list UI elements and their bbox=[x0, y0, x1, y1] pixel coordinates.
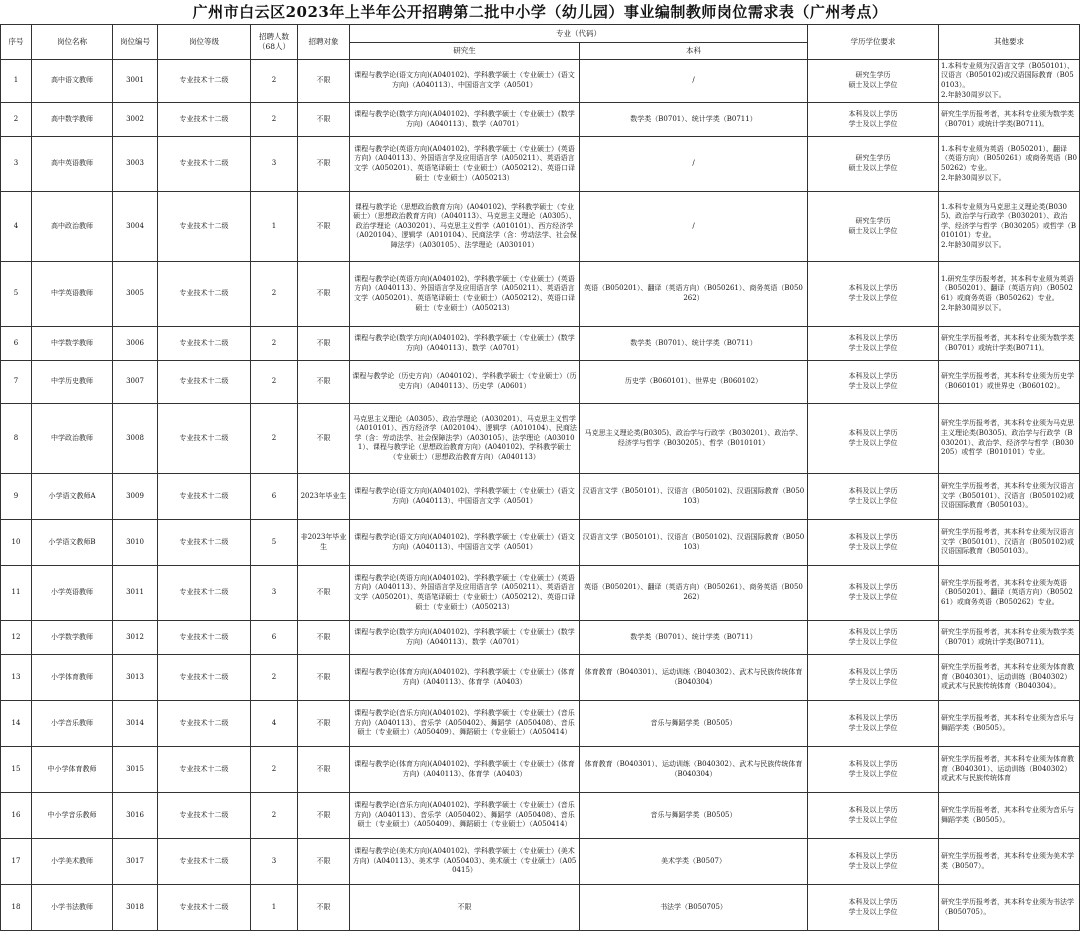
table-row bbox=[1, 655, 1080, 701]
cell-post-name: 中小学音乐教师 bbox=[32, 793, 113, 839]
cell-other-requirement: 研究生学历报考者，其本科专业须为音乐与舞蹈学类（B0505）。 bbox=[939, 793, 1080, 839]
cell-target: 不限 bbox=[298, 103, 350, 137]
cell-undergrad-major: / bbox=[580, 192, 808, 262]
cell-undergrad-major: / bbox=[580, 137, 808, 192]
cell-target: 不限 bbox=[298, 839, 350, 885]
cell-grad-major: 课程与教学论(体育方向)(A040102)、学科教学硕士（专业硕士）(体育方向)（A040113）、体育学（A0403） bbox=[350, 655, 580, 701]
cell-post-level: 专业技术十二级 bbox=[158, 747, 251, 793]
cell-grad-major: 课程与教学论(音乐方向)(A040102)、学科教学硕士（专业硕士）(音乐方向)（A040113）、音乐学（A050402）、舞蹈学（A050408）、音乐硕士（专业硕士）（A050409）、舞蹈硕士（专业硕士）（A050414） bbox=[350, 793, 580, 839]
table-row bbox=[1, 60, 1080, 103]
cell-edu-requirement: 本科及以上学历 学士及以上学位 bbox=[808, 621, 939, 655]
cell-post-name: 中学数学教师 bbox=[32, 327, 113, 361]
cell-other-requirement: 研究生学历报考者，其本科专业须为美术学类（B0507）。 bbox=[939, 839, 1080, 885]
cell-grad-major: 课程与教学论(语文方向)(A040102)、学科教学硕士（专业硕士）(语文方向)（A040113）、中国语言文学（A0501） bbox=[350, 520, 580, 566]
cell-count: 2 bbox=[251, 327, 298, 361]
cell-other-requirement: 研究生学历报考者，其本科专业须为数学类（B0701）或统计学类(B0711)。 bbox=[939, 327, 1080, 361]
cell-seq: 1 bbox=[1, 60, 32, 103]
cell-seq: 13 bbox=[1, 655, 32, 701]
table-body bbox=[1, 60, 1080, 931]
cell-undergrad-major: 数学类（B0701）、统计学类（B0711） bbox=[580, 103, 808, 137]
cell-post-level: 专业技术十二级 bbox=[158, 327, 251, 361]
cell-post-name: 中学政治教师 bbox=[32, 404, 113, 474]
cell-post-level: 专业技术十二级 bbox=[158, 793, 251, 839]
table-row bbox=[1, 793, 1080, 839]
cell-seq: 14 bbox=[1, 701, 32, 747]
table-row bbox=[1, 137, 1080, 192]
cell-undergrad-major: 汉语言文学（B050101）、汉语言（B050102)、汉语国际教育（B050103） bbox=[580, 520, 808, 566]
cell-post-level: 专业技术十二级 bbox=[158, 474, 251, 520]
page-title: 广州市白云区2023年上半年公开招聘第二批中小学（幼儿园）事业编制教师岗位需求表（广州考点） bbox=[192, 3, 888, 21]
cell-post-name: 高中数学教师 bbox=[32, 103, 113, 137]
cell-post-name: 小学体育教师 bbox=[32, 655, 113, 701]
cell-post-name: 中学英语教师 bbox=[32, 262, 113, 327]
header-major: 专业（代码） bbox=[350, 25, 808, 43]
cell-post-level: 专业技术十二级 bbox=[158, 520, 251, 566]
header-count: 招聘人数（68人） bbox=[251, 25, 298, 60]
cell-count: 2 bbox=[251, 103, 298, 137]
cell-other-requirement: 研究生学历报考者，其本科专业须为汉语言文学（B050101）、汉语言（B050102)或汉语国际教育（B050103）。 bbox=[939, 520, 1080, 566]
cell-target: 不限 bbox=[298, 327, 350, 361]
cell-post-code: 3007 bbox=[113, 361, 158, 404]
cell-undergrad-major: 体育教育（B040301）、运动训练（B040302）、武术与民族传统体育（B040304） bbox=[580, 655, 808, 701]
cell-count: 2 bbox=[251, 655, 298, 701]
cell-count: 3 bbox=[251, 137, 298, 192]
table-row bbox=[1, 361, 1080, 404]
table-row bbox=[1, 839, 1080, 885]
cell-post-code: 3005 bbox=[113, 262, 158, 327]
cell-post-code: 3015 bbox=[113, 747, 158, 793]
cell-other-requirement: 研究生学历报考者，其本科专业须为数学类（B0701）或统计学类(B0711)。 bbox=[939, 621, 1080, 655]
cell-count: 6 bbox=[251, 474, 298, 520]
cell-other-requirement: 1.研究生学历报考者，其本科专业须为英语（B050201）、翻译（英语方向）（B050261）或商务英语（B050262）专业。 2.年龄30周岁以下。 bbox=[939, 262, 1080, 327]
cell-edu-requirement: 本科及以上学历 学士及以上学位 bbox=[808, 566, 939, 621]
cell-other-requirement: 1.本科专业须为汉语言文学（B050101）、汉语言（B050102)或汉语国际教育（B050103）。 2.年龄30周岁以下。 bbox=[939, 60, 1080, 103]
cell-count: 2 bbox=[251, 262, 298, 327]
cell-seq: 2 bbox=[1, 103, 32, 137]
cell-other-requirement: 研究生学历报考者，其本科专业须为体育教育（B040301）、运动训练（B040302）或武术与民族传统体育（B040304）。 bbox=[939, 655, 1080, 701]
cell-seq: 6 bbox=[1, 327, 32, 361]
cell-edu-requirement: 本科及以上学历 学士及以上学位 bbox=[808, 747, 939, 793]
cell-post-name: 高中英语教师 bbox=[32, 137, 113, 192]
cell-seq: 9 bbox=[1, 474, 32, 520]
cell-count: 4 bbox=[251, 701, 298, 747]
header-edu: 学历学位要求 bbox=[808, 25, 939, 60]
cell-post-level: 专业技术十二级 bbox=[158, 192, 251, 262]
header-grad: 研究生 bbox=[350, 43, 580, 60]
cell-target: 不限 bbox=[298, 60, 350, 103]
table-row bbox=[1, 192, 1080, 262]
cell-edu-requirement: 本科及以上学历 学士及以上学位 bbox=[808, 361, 939, 404]
cell-post-level: 专业技术十二级 bbox=[158, 655, 251, 701]
cell-count: 1 bbox=[251, 192, 298, 262]
cell-other-requirement: 研究生学历报考者，其本科专业须为数学类（B0701）或统计学类(B0711)。 bbox=[939, 103, 1080, 137]
cell-edu-requirement: 本科及以上学历 学士及以上学位 bbox=[808, 655, 939, 701]
header-other: 其他要求 bbox=[939, 25, 1080, 60]
cell-other-requirement: 研究生学历报考者，其本科专业须为历史学（B060101）或世界史（B060102）。 bbox=[939, 361, 1080, 404]
cell-edu-requirement: 研究生学历 硕士及以上学位 bbox=[808, 60, 939, 103]
cell-edu-requirement: 本科及以上学历 学士及以上学位 bbox=[808, 520, 939, 566]
cell-post-code: 3001 bbox=[113, 60, 158, 103]
cell-post-code: 3010 bbox=[113, 520, 158, 566]
cell-target: 不限 bbox=[298, 137, 350, 192]
cell-edu-requirement: 本科及以上学历 学士及以上学位 bbox=[808, 404, 939, 474]
header-undergrad: 本科 bbox=[580, 43, 808, 60]
header-post-level: 岗位等级 bbox=[158, 25, 251, 60]
cell-undergrad-major: 英语（B050201）、翻译（英语方向）（B050261）、商务英语（B050262） bbox=[580, 262, 808, 327]
cell-other-requirement: 研究生学历报考者，其本科专业须为书法学（B050705）。 bbox=[939, 885, 1080, 931]
table-row bbox=[1, 327, 1080, 361]
cell-edu-requirement: 本科及以上学历 学士及以上学位 bbox=[808, 793, 939, 839]
cell-count: 3 bbox=[251, 566, 298, 621]
cell-seq: 5 bbox=[1, 262, 32, 327]
cell-undergrad-major: 体育教育（B040301）、运动训练（B040302）、武术与民族传统体育（B040304） bbox=[580, 747, 808, 793]
cell-edu-requirement: 本科及以上学历 学士及以上学位 bbox=[808, 885, 939, 931]
cell-undergrad-major: 书法学（B050705） bbox=[580, 885, 808, 931]
cell-post-code: 3006 bbox=[113, 327, 158, 361]
cell-grad-major: 不限 bbox=[350, 885, 580, 931]
cell-undergrad-major: 历史学（B060101）、世界史（B060102） bbox=[580, 361, 808, 404]
cell-other-requirement: 研究生学历报考者，其本科专业须为马克思主义理论类(B0305)、政治学与行政学（B030201）、政治学、经济学与哲学（B030205）或哲学（B010101）专业。 bbox=[939, 404, 1080, 474]
cell-target: 不限 bbox=[298, 747, 350, 793]
cell-post-level: 专业技术十二级 bbox=[158, 621, 251, 655]
cell-target: 不限 bbox=[298, 655, 350, 701]
cell-grad-major: 课程与教学论(体育方向)(A040102)、学科教学硕士（专业硕士）(体育方向)（A040113）、体育学（A0403） bbox=[350, 747, 580, 793]
cell-target: 不限 bbox=[298, 566, 350, 621]
cell-post-level: 专业技术十二级 bbox=[158, 701, 251, 747]
table-row bbox=[1, 621, 1080, 655]
cell-other-requirement: 1.本科专业须为马克思主义理论类(B0305)、政治学与行政学（B030201）、政治学、经济学与哲学（B030205）或哲学（B010101）专业。 2.年龄30周岁以下。 bbox=[939, 192, 1080, 262]
cell-post-name: 小学书法教师 bbox=[32, 885, 113, 931]
cell-post-level: 专业技术十二级 bbox=[158, 103, 251, 137]
cell-count: 6 bbox=[251, 621, 298, 655]
cell-seq: 17 bbox=[1, 839, 32, 885]
header-seq: 序号 bbox=[1, 25, 32, 60]
cell-post-level: 专业技术十二级 bbox=[158, 60, 251, 103]
cell-target: 不限 bbox=[298, 885, 350, 931]
cell-target: 不限 bbox=[298, 701, 350, 747]
cell-post-name: 中学历史教师 bbox=[32, 361, 113, 404]
cell-post-name: 小学语文教师B bbox=[32, 520, 113, 566]
cell-undergrad-major: 美术学类（B0507） bbox=[580, 839, 808, 885]
header-target: 招聘对象 bbox=[298, 25, 350, 60]
cell-count: 2 bbox=[251, 60, 298, 103]
cell-seq: 16 bbox=[1, 793, 32, 839]
cell-count: 2 bbox=[251, 747, 298, 793]
cell-post-code: 3004 bbox=[113, 192, 158, 262]
cell-post-name: 小学语文教师A bbox=[32, 474, 113, 520]
cell-post-code: 3018 bbox=[113, 885, 158, 931]
cell-undergrad-major: 汉语言文学（B050101）、汉语言（B050102)、汉语国际教育（B050103） bbox=[580, 474, 808, 520]
header-post-code: 岗位编号 bbox=[113, 25, 158, 60]
cell-post-name: 小学英语教师 bbox=[32, 566, 113, 621]
cell-post-level: 专业技术十二级 bbox=[158, 885, 251, 931]
cell-post-name: 中小学体育教师 bbox=[32, 747, 113, 793]
cell-count: 1 bbox=[251, 885, 298, 931]
cell-other-requirement: 研究生学历报考者，其本科专业须为汉语言文学（B050101）、汉语言（B050102)或汉语国际教育（B050103）。 bbox=[939, 474, 1080, 520]
table-row bbox=[1, 404, 1080, 474]
cell-post-code: 3003 bbox=[113, 137, 158, 192]
cell-target: 不限 bbox=[298, 262, 350, 327]
cell-target: 2023年毕业生 bbox=[298, 474, 350, 520]
cell-edu-requirement: 本科及以上学历 学士及以上学位 bbox=[808, 262, 939, 327]
cell-seq: 7 bbox=[1, 361, 32, 404]
cell-undergrad-major: 音乐与舞蹈学类（B0505） bbox=[580, 793, 808, 839]
cell-undergrad-major: 数学类（B0701）、统计学类（B0711） bbox=[580, 621, 808, 655]
table-row bbox=[1, 701, 1080, 747]
cell-seq: 10 bbox=[1, 520, 32, 566]
cell-count: 3 bbox=[251, 839, 298, 885]
cell-seq: 12 bbox=[1, 621, 32, 655]
cell-seq: 4 bbox=[1, 192, 32, 262]
table-row bbox=[1, 747, 1080, 793]
cell-undergrad-major: 马克思主义理论类(B0305)、政治学与行政学（B030201）、政治学、经济学与哲学（B030205）、哲学（B010101） bbox=[580, 404, 808, 474]
cell-post-code: 3011 bbox=[113, 566, 158, 621]
cell-post-level: 专业技术十二级 bbox=[158, 361, 251, 404]
cell-post-code: 3017 bbox=[113, 839, 158, 885]
cell-count: 2 bbox=[251, 361, 298, 404]
cell-edu-requirement: 本科及以上学历 学士及以上学位 bbox=[808, 474, 939, 520]
cell-post-code: 3013 bbox=[113, 655, 158, 701]
cell-post-code: 3016 bbox=[113, 793, 158, 839]
cell-undergrad-major: / bbox=[580, 60, 808, 103]
cell-target: 不限 bbox=[298, 192, 350, 262]
cell-edu-requirement: 研究生学历 硕士及以上学位 bbox=[808, 192, 939, 262]
cell-seq: 18 bbox=[1, 885, 32, 931]
cell-seq: 11 bbox=[1, 566, 32, 621]
cell-post-name: 小学数学教师 bbox=[32, 621, 113, 655]
table-row bbox=[1, 885, 1080, 931]
cell-edu-requirement: 研究生学历 硕士及以上学位 bbox=[808, 137, 939, 192]
cell-grad-major: 课程与教学论(音乐方向)(A040102)、学科教学硕士（专业硕士）(音乐方向)（A040113）、音乐学（A050402）、舞蹈学（A050408）、音乐硕士（专业硕士）（A050409）、舞蹈硕士（专业硕士）（A050414） bbox=[350, 701, 580, 747]
cell-undergrad-major: 英语（B050201）、翻译（英语方向）（B050261）、商务英语（B050262） bbox=[580, 566, 808, 621]
cell-post-level: 专业技术十二级 bbox=[158, 137, 251, 192]
cell-post-code: 3009 bbox=[113, 474, 158, 520]
cell-grad-major: 课程与教学论（历史方向）（A040102）、学科教学硕士（专业硕士）（历史方向）（A040113）、历史学（A0601） bbox=[350, 361, 580, 404]
cell-target: 非2023年毕业生 bbox=[298, 520, 350, 566]
cell-grad-major: 课程与教学论(数学方向)(A040102)、学科教学硕士（专业硕士）(数学方向)（A040113）、数学（A0701） bbox=[350, 103, 580, 137]
table-row bbox=[1, 262, 1080, 327]
cell-grad-major: 课程与教学论(数学方向)(A040102)、学科教学硕士（专业硕士）(数学方向)（A040113）、数学（A0701） bbox=[350, 621, 580, 655]
cell-target: 不限 bbox=[298, 404, 350, 474]
cell-target: 不限 bbox=[298, 621, 350, 655]
cell-seq: 3 bbox=[1, 137, 32, 192]
cell-seq: 15 bbox=[1, 747, 32, 793]
table-row bbox=[1, 474, 1080, 520]
cell-undergrad-major: 数学类（B0701）、统计学类（B0711） bbox=[580, 327, 808, 361]
cell-edu-requirement: 本科及以上学历 学士及以上学位 bbox=[808, 839, 939, 885]
cell-other-requirement: 研究生学历报考者，其本科专业须为音乐与舞蹈学类（B0505）。 bbox=[939, 701, 1080, 747]
table-row bbox=[1, 103, 1080, 137]
cell-post-code: 3012 bbox=[113, 621, 158, 655]
cell-post-name: 高中语文教师 bbox=[32, 60, 113, 103]
table-row bbox=[1, 520, 1080, 566]
cell-grad-major: 课程与教学论（思想政治教育方向）(A040102)、学科教学硕士（专业硕士）（思想政治教育方向）（A040113）、马克思主义理论（A0305）、政治学理论（A030201）、马克思主义哲学（A010101）、西方经济学（A020104）、逻辑学（A010104）、民商法学（含：劳动法学、社会保障法学）（A030105）、法学理论（A030101） bbox=[350, 192, 580, 262]
cell-target: 不限 bbox=[298, 361, 350, 404]
header-post-name: 岗位名称 bbox=[32, 25, 113, 60]
cell-count: 2 bbox=[251, 404, 298, 474]
cell-grad-major: 课程与教学论(英语方向)(A040102)、学科教学硕士（专业硕士）(英语方向)（A040113）、外国语言学及应用语言学（A050211）、英语语言文学（A050201）、英语笔译硕士（专业硕士）（A050212）、英语口译硕士（专业硕士）（A050213） bbox=[350, 262, 580, 327]
cell-grad-major: 课程与教学论(英语方向)(A040102)、学科教学硕士（专业硕士）(英语方向)（A040113）、外国语言学及应用语言学（A050211）、英语语言文学（A050201）、英语笔译硕士（专业硕士）（A050212）、英语口译硕士（专业硕士）（A050213） bbox=[350, 566, 580, 621]
cell-post-name: 小学美术教师 bbox=[32, 839, 113, 885]
cell-post-name: 高中政治教师 bbox=[32, 192, 113, 262]
table-row bbox=[1, 566, 1080, 621]
cell-grad-major: 课程与教学论(数学方向)(A040102)、学科教学硕士（专业硕士）(数学方向)（A040113）、数学（A0701） bbox=[350, 327, 580, 361]
cell-target: 不限 bbox=[298, 793, 350, 839]
cell-grad-major: 课程与教学论(英语方向)(A040102)、学科教学硕士（专业硕士）(英语方向)（A040113）、外国语言学及应用语言学（A050211）、英语语言文学（A050201）、英语笔译硕士（专业硕士）（A050212）、英语口译硕士（专业硕士）（A050213） bbox=[350, 137, 580, 192]
cell-count: 2 bbox=[251, 793, 298, 839]
cell-grad-major: 课程与教学论(美术方向)(A040102)、学科教学硕士（专业硕士）(美术方向)（A040113）、美术学（A050403）、美术硕士（专业硕士）（A050415） bbox=[350, 839, 580, 885]
cell-edu-requirement: 本科及以上学历 学士及以上学位 bbox=[808, 701, 939, 747]
cell-post-level: 专业技术十二级 bbox=[158, 566, 251, 621]
cell-edu-requirement: 本科及以上学历 学士及以上学位 bbox=[808, 103, 939, 137]
cell-post-code: 3014 bbox=[113, 701, 158, 747]
job-table bbox=[0, 24, 1080, 931]
cell-edu-requirement: 本科及以上学历 学士及以上学位 bbox=[808, 327, 939, 361]
cell-undergrad-major: 音乐与舞蹈学类（B0505） bbox=[580, 701, 808, 747]
cell-grad-major: 课程与教学论(语文方向)(A040102)、学科教学硕士（专业硕士）(语文方向)（A040113）、中国语言文学（A0501） bbox=[350, 60, 580, 103]
cell-grad-major: 马克思主义理论（A0305）、政治学理论（A030201）、马克思主义哲学（A010101）、西方经济学（A020104）、逻辑学（A010104）、民商法学（含：劳动法学、社会保障法学）（A030105）、法学理论（A030101）、课程与教学论（思想政治教育方向）(A040102)、学科教学硕士（专业硕士）（思想政治教育方向）（A040113） bbox=[350, 404, 580, 474]
cell-count: 5 bbox=[251, 520, 298, 566]
cell-grad-major: 课程与教学论(语文方向)(A040102)、学科教学硕士（专业硕士）(语文方向)（A040113）、中国语言文学（A0501） bbox=[350, 474, 580, 520]
cell-post-name: 小学音乐教师 bbox=[32, 701, 113, 747]
cell-other-requirement: 1.本科专业须为英语（B050201）、翻译（英语方向）（B050261）或商务英语（B050262）专业。 2.年龄30周岁以下。 bbox=[939, 137, 1080, 192]
cell-other-requirement: 研究生学历报考者，其本科专业须为英语（B050201）、翻译（英语方向）（B050261）或商务英语（B050262）专业。 bbox=[939, 566, 1080, 621]
cell-post-code: 3002 bbox=[113, 103, 158, 137]
cell-seq: 8 bbox=[1, 404, 32, 474]
cell-post-code: 3008 bbox=[113, 404, 158, 474]
cell-post-level: 专业技术十二级 bbox=[158, 404, 251, 474]
cell-post-level: 专业技术十二级 bbox=[158, 262, 251, 327]
cell-other-requirement: 研究生学历报考者，其本科专业须为体育教育（B040301）、运动训练（B040302）或武术与民族传统体育 bbox=[939, 747, 1080, 793]
cell-post-level: 专业技术十二级 bbox=[158, 839, 251, 885]
